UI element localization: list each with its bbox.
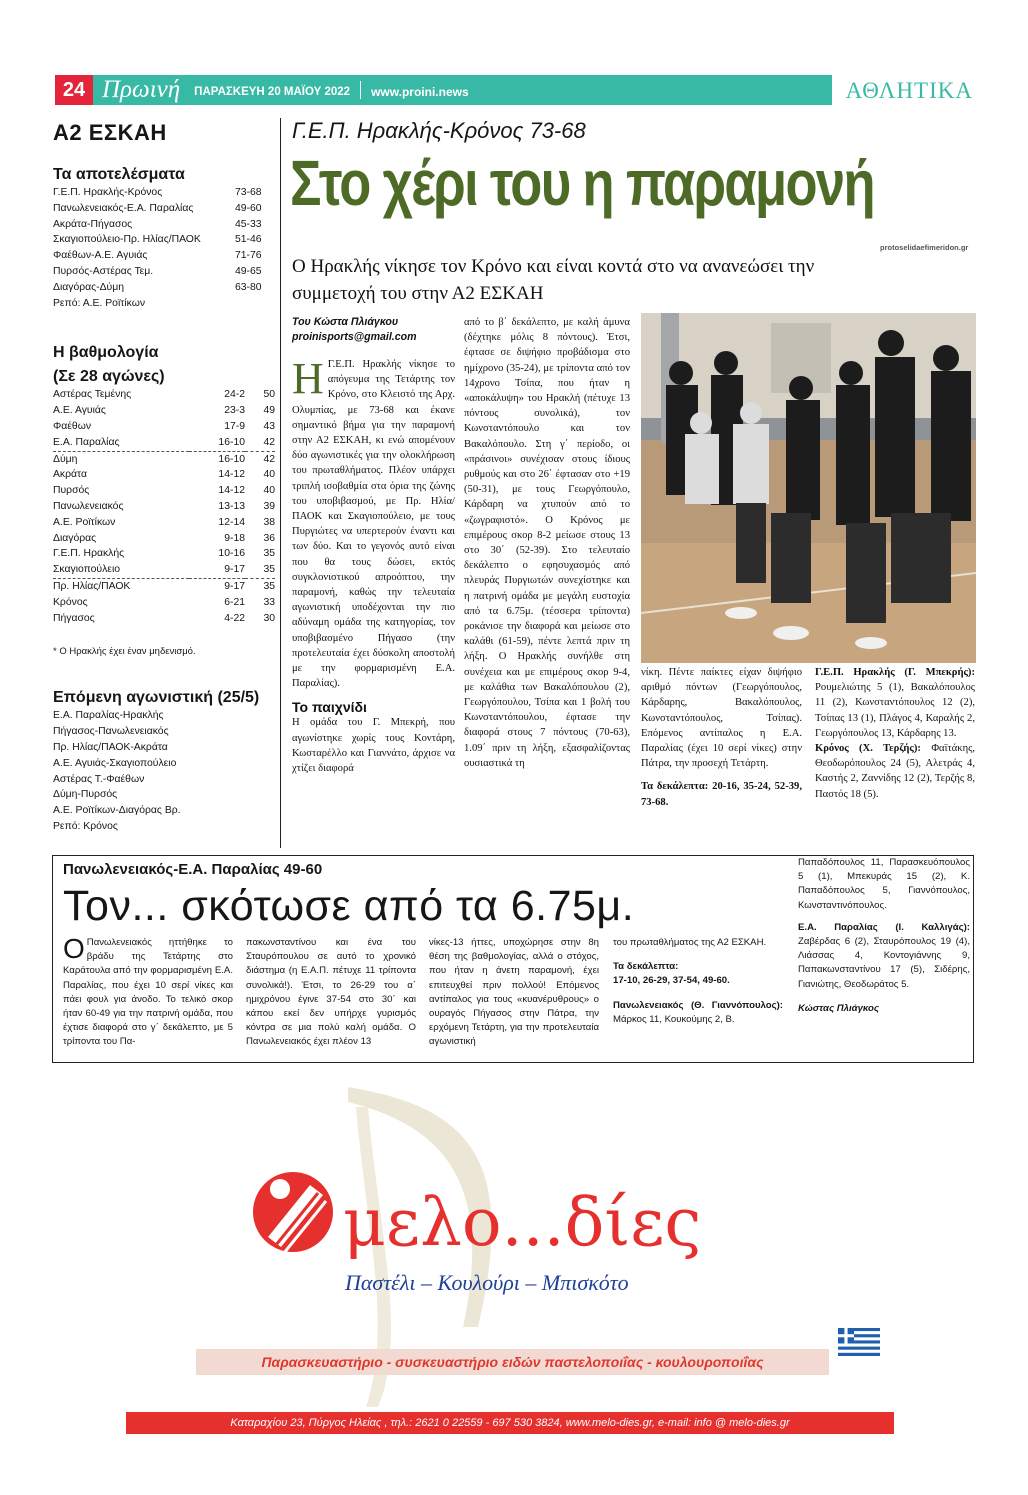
- quarters-label: Τα δεκάλεπτα:: [641, 781, 709, 793]
- standings-team: Πυρσός: [53, 485, 90, 497]
- article-column-2: [464, 315, 630, 771]
- box-paragraph-4: του πρωταθλήματος της Α2 ΕΣΚΑΗ.: [613, 937, 767, 948]
- standings-row: [53, 578, 275, 594]
- fixture-item: Ε.Α. Παραλίας-Ηρακλής: [53, 710, 164, 722]
- standings-row: [53, 531, 275, 547]
- result-score: 45-33: [235, 218, 262, 230]
- standings-row: [53, 483, 275, 499]
- standings-row: [53, 403, 275, 419]
- standings-rec: 14-12: [218, 485, 245, 497]
- box-quarters-scores: 17-10, 26-29, 37-54, 49-60.: [613, 975, 730, 987]
- standings-team: Σκαγιοπούλειο: [53, 562, 189, 578]
- result-score: 49-60: [235, 202, 262, 214]
- standings-rec: 9-17: [189, 562, 245, 578]
- standings-team: Κρόνος: [53, 596, 88, 608]
- article-subtitle: Ο Ηρακλής νίκησε τον Κρόνο και είναι κοντά στο να ανανεώσει την συμμετοχή του στην Α2 ΕΣΚΑΗ: [292, 256, 815, 304]
- standings-row: [53, 467, 275, 483]
- result-match: Ρεπό: Α.Ε. Ροϊτίκων: [53, 297, 146, 309]
- issue-date: ΠΑΡΑΣΚΕΥΗ 20 ΜΑΪΟΥ 2022: [194, 86, 351, 98]
- fixture-item: Δύμη-Πυρσός: [53, 789, 118, 801]
- box-lineup-paralias: [798, 921, 970, 992]
- lineup-heraklis-players: Ρουμελιώτης 5 (1), Βακαλόπουλος 11 (2), Κωνσταντόπουλος 12 (2), Τσίπας 13 (1), Πλάγος 4, Καραλής 2, Γεωργόπουλος 13, Κάρδαρης 13.: [815, 682, 975, 739]
- section-name: ΑΘΛΗΤΙΚΑ: [832, 75, 977, 105]
- standings-team: Αστέρας Τεμένης: [53, 389, 132, 401]
- standings-row: [53, 451, 275, 467]
- article-kicker: Γ.Ε.Π. Ηρακλής-Κρόνος 73-68: [292, 118, 586, 143]
- standings-pts: 40: [263, 469, 275, 481]
- second-article-box: [52, 855, 974, 1063]
- results-heading: Τα αποτελέσματα: [53, 166, 185, 183]
- result-score: [235, 296, 275, 312]
- article-column-3: [641, 665, 802, 810]
- standings-row: [53, 435, 275, 451]
- box-column-5: [798, 856, 970, 1016]
- standings-rec: 9-17: [224, 580, 245, 592]
- box-paragraph-1: Πανωλενειακός ηττήθηκε το βράδυ της Τετάρτης στο Καράτουλα από την φορμαρισμένη Ε.Α. Παραλίας, που έχει 10 σερί νίκες και πάει φουλ για άνοδο. Το τελικό σκορ ήταν 60-49 για την πατρινή ομάδα, που έχτισε διαφορά στο γ΄ δεκάλεπτο, με 5 τρίποντα του Πα-: [63, 937, 233, 1048]
- standings-row: [53, 611, 275, 627]
- standings-row: [53, 419, 275, 435]
- article-column-4: [815, 665, 975, 802]
- standings-rec: 6-21: [224, 596, 245, 608]
- standings-rec: 9-18: [224, 532, 245, 544]
- standings-pts: 35: [263, 548, 275, 560]
- source-watermark: protoselidaefimeridon.gr: [880, 243, 969, 252]
- box-lineup-paralias-players: Ζαβέρδας 6 (2), Σταυρόπουλος 19 (4), Λιάσσας 4, Κοντογιάννης 9, Παπακωνσταντίνου 17 (5), Σιδέρης, Γιανιώτης, Θεοδωράτος 5.: [798, 936, 970, 990]
- page-header: [55, 75, 977, 105]
- result-match: Πανωλενειακός-Ε.Α. Παραλίας: [53, 202, 194, 214]
- standings-team: Φαέθων: [53, 420, 92, 432]
- standings-row: [53, 387, 275, 403]
- article-headline: Στο χέρι του η παραμονή: [290, 147, 874, 219]
- standings-pts: 43: [263, 420, 275, 432]
- standings-pts: 35: [245, 562, 275, 578]
- standings-row: [53, 515, 275, 531]
- greek-flag-icon: [838, 1328, 880, 1356]
- standings-rec: 10-16: [218, 548, 245, 560]
- next-round-list: [53, 708, 275, 834]
- standings-team: Ε.Α. Παραλίας: [53, 435, 189, 451]
- box-quarters-label: Τα δεκάλεπτα:: [613, 961, 679, 973]
- result-row: [53, 248, 275, 264]
- result-row: [53, 217, 275, 233]
- quarters-line: [641, 779, 802, 809]
- result-row: [53, 185, 275, 201]
- result-match: Διαγόρας-Δύμη: [53, 281, 125, 293]
- lineup-heraklis: [815, 665, 975, 741]
- next-round-heading: Επόμενη αγωνιστική (25/5): [53, 689, 260, 707]
- standings-pts: 50: [263, 389, 275, 401]
- standings-rec: 23-3: [224, 405, 245, 417]
- box-lineup-paralias-team: Ε.Α. Παραλίας (Ι. Καλλιγάς):: [798, 921, 970, 933]
- team-huddle-photo: [641, 313, 976, 663]
- fixture-item: Ρεπό: Κρόνος: [53, 820, 118, 832]
- standings-pts: 33: [263, 596, 275, 608]
- standings-team: Γ.Ε.Π. Ηρακλής: [53, 548, 125, 560]
- standings-pts: 42: [245, 435, 275, 451]
- fixture-item: Αστέρας Τ.-Φαέθων: [53, 773, 145, 785]
- result-score: 49-65: [235, 265, 262, 277]
- league-sidebar: [53, 120, 275, 835]
- melodies-logo-mark: [253, 1172, 333, 1253]
- box-lineup-cont: Παπαδόπουλος 11, Παρασκευόπουλος 5 (1), Μπεκυράς 15 (2), Κ. Παπαδόπουλος 5, Γιαννόπουλος, Κωνσταντινόπουλος.: [798, 857, 970, 911]
- standings-heading: Η βαθμολογία: [53, 344, 159, 362]
- standings-team: Πήγασος: [53, 612, 95, 624]
- result-score: 63-80: [235, 281, 262, 293]
- standings-note: * Ο Ηρακλής έχει έναν μηδενισμό.: [53, 646, 196, 658]
- result-row: [53, 296, 275, 312]
- standings-pts: 30: [263, 612, 275, 624]
- standings-rec: 17-9: [224, 420, 245, 432]
- standings-pts: 38: [263, 516, 275, 528]
- subhead-the-game: Το παιχνίδι: [292, 699, 367, 716]
- standings-rec: 4-22: [224, 612, 245, 624]
- fixture-item: Πρ. Ηλίας/ΠΑΟΚ-Ακράτα: [53, 741, 168, 753]
- standings-pts: 49: [263, 405, 275, 417]
- brand-name: μελο...δίες: [343, 1184, 702, 1261]
- result-row: [53, 201, 275, 217]
- box-author: Κώστας Πλιάγκος: [798, 1002, 879, 1014]
- result-score: 51-46: [235, 234, 262, 246]
- result-match: Γ.Ε.Π. Ηρακλής-Κρόνος: [53, 187, 163, 198]
- standings-rec: 16-10: [189, 435, 245, 451]
- lineup-heraklis-team: Γ.Ε.Π. Ηρακλής (Γ. Μπεκρής):: [815, 667, 975, 678]
- result-match: Πυρσός-Αστέρας Τεμ.: [53, 265, 154, 277]
- lineup-kronos: [815, 741, 975, 802]
- box-kicker: Πανωλενειακός-Ε.Α. Παραλίας 49-60: [63, 861, 323, 878]
- result-score: 73-68: [235, 187, 262, 198]
- box-paragraph-2: πακωνσταντίνου και ένα του Σταυρόπουλου σε αυτό το χρονικό διάστημα (η Ε.Α.Π. πέτυχε 11 τρίποντα συνολικά!). Έτσι, το 26-29 του α΄ ημιχρόνου έγινε 37-54 στο 30΄ και κάπου εκεί δεν υπήρχε γυρισμός κόντρα σε μια πολύ καλή ομάδα. Ο Πανωλενειακός έχει πλέον 13: [246, 937, 416, 1048]
- column-rule: [280, 118, 281, 848]
- standings-rec: 14-12: [218, 469, 245, 481]
- standings-pts: 40: [263, 485, 275, 497]
- result-match: Φαέθων-Α.Ε. Αγυιάς: [53, 250, 148, 262]
- fixture-item: Πήγασος-Πανωλενειακός: [53, 726, 169, 738]
- author-name: Του Κώστα Πλιάγκου: [292, 316, 399, 328]
- standings-pts: 36: [263, 532, 275, 544]
- lineup-kronos-players: Φαϊτάκης, Θεοδωρόπουλος 24 (5), Αλετράς 4, Καστής 2, Ζαννίδης 12 (2), Τερζής 8, Παστός 18 (5).: [815, 743, 975, 800]
- standings-rec: 13-13: [218, 500, 245, 512]
- standings-team: Διαγόρας: [53, 532, 97, 544]
- author-email[interactable]: proinisports@gmail.com: [292, 331, 417, 343]
- standings-pts: 39: [263, 500, 275, 512]
- result-match: Ακράτα-Πήγασος: [53, 218, 133, 230]
- box-column-1: [63, 933, 233, 1050]
- quarters-scores: 20-16, 35-24, 52-39, 73-68.: [641, 781, 802, 808]
- box-column-4: [613, 936, 783, 1027]
- standings-team: Ακράτα: [53, 469, 88, 481]
- standings-rec: 16-10: [218, 453, 245, 465]
- paper-name: Πρωινή: [102, 76, 181, 103]
- box-headline: Τον... σκότωσε από τα 6.75μ.: [63, 882, 635, 930]
- fixture-item: Α.Ε. Ροϊτίκων-Διαγόρας Βρ.: [53, 805, 181, 817]
- standings-rec: 12-14: [218, 516, 245, 528]
- article-paragraph-4: νίκη. Πέντε παίκτες είχαν διψήφιο αριθμό πόντων (Γεωργόπουλος, Κάρδαρης, Βακαλόπουλος, Κωνσταντόπουλος, Τσίπας). Επόμενος αντίπαλος η Ε.Α. Παραλίας (έχει 10 σερί νίκες) στην Πάτρα, την προσεχή Τετάρτη.: [641, 667, 802, 770]
- standings-row: [53, 562, 275, 578]
- standings-team: Δύμη: [53, 453, 78, 465]
- box-column-2: [246, 936, 416, 1050]
- lineup-kronos-team: Κρόνος (Χ. Τερζής):: [815, 743, 921, 755]
- standings-row: [53, 499, 275, 515]
- standings-pts: 35: [263, 580, 275, 592]
- ad-tagline: Παστέλι – Κουλούρι – Μπισκότο: [345, 1270, 629, 1295]
- page-number: 24: [55, 75, 93, 105]
- standings-pts: 42: [263, 453, 275, 465]
- header-divider: [360, 81, 361, 99]
- standings-rec: 24-2: [224, 389, 245, 401]
- standings-team: Πανωλενειακός: [53, 500, 124, 512]
- box-lineup-panolen: [613, 999, 783, 1027]
- league-title: Α2 ΕΣΚΑΗ: [53, 120, 167, 145]
- result-row: [53, 280, 275, 296]
- result-match: Σκαγιοπούλειο-Πρ. Ηλίας/ΠΑΟΚ: [53, 234, 201, 246]
- box-column-3: [429, 936, 599, 1050]
- article-column-1: [292, 315, 455, 776]
- article-paragraph-2: Η ομάδα του Γ. Μπεκρή, που αγωνίστηκε χωρίς τους Κοντάρη, Κωσταρέλλο και Γιαννάτο, άρχισε να χτίζει διαφορά: [292, 717, 455, 775]
- article-paragraph-3: από το β΄ δεκάλεπτο, με καλή άμυνα (δέχτηκε μόλις 8 πόντους). Έτσι, έφτασε σε διψήφιο προβάδισμα στο ημίχρονο (35-24), με τρίποντα από τον 14χρονο Τσίπα, που ήταν η «αποκάλυψη» του Ηρακλή (πέτυχε 13 πόντους συνολικά), τον Κωνσταντόπουλο και τον Βακαλόπουλο. Στη γ΄ περίοδο, οι «πράσινοι» συνέχισαν στους ίδιους ρυθμούς και στο 26΄ έφτασαν στο +19 (50-31), με τους Γεωργόπουλο, Κάρδαρη να χτυπούν από το «ζωγραφιστό». Ο Κρόνος με επιμέρους σκορ 8-2 μείωσε στους 13 στο 30΄ (52-39). Στο τελευταίο δεκάλεπτο ο εφησυχασμός από πλευράς Πυργιωτών συνεχίστηκε και η πατρινή ομάδα με μεγάλη ευστοχία από τα 6.75μ. (τέσσερα τρίποντα) ροκάνισε την διαφορά και μείωσε στο καλάθι (61-59), πέντε λεπτά πριν τη λήξη. Ο Ηρακλής συνήλθε στη συνέχεια και με επιμέρους σκορ 9-4, με καλάθια των Βακαλόπουλου (2), Γεωργόπουλου, Τσίπα και 1 βολή του Κωνσταντόπουλου, έφτασε την διαφορά στους 7 πόντους (70-63), 1.09΄ πριν τη λήξη, εξασφαλίζοντας ουσιαστικά τη: [464, 317, 630, 769]
- box-paragraph-3: νίκες-13 ήττες, υποχώρησε στην 8η θέση της βαθμολογίας, αλλά ο στόχος, που ήταν η άνετη παραμονή, έχει επιτευχθεί πριν πολλού! Επόμενος αντίπαλος για τους «κυανέρυθρους» ο ουραγός Πήγασος στην Πάτρα, την ερχόμενη Τετάρτη, για την προτελευταία αγωνιστική: [429, 937, 599, 1048]
- standings-team: Α.Ε. Ροϊτίκων: [53, 516, 116, 528]
- paper-url[interactable]: www.proini.news: [371, 84, 469, 99]
- box-lineup-panolen-team: Πανωλενειακός (Θ. Γιαννόπουλος):: [613, 999, 783, 1011]
- result-row: [53, 232, 275, 248]
- standings-subheading: (Σε 28 αγώνες): [53, 368, 165, 386]
- fixture-item: Α.Ε. Αγυιάς-Σκαγιοπούλειο: [53, 757, 177, 769]
- result-row: [53, 264, 275, 280]
- ad-description: Παρασκευαστήριο - συσκευαστήριο ειδών παστελοποιΐας - κουλουροποιΐας: [196, 1349, 829, 1375]
- result-score: 71-76: [235, 250, 262, 262]
- results-table: [53, 185, 275, 311]
- box-lineup-panolen-players: Μάρκος 11, Κουκούμης 2, Β.: [613, 1013, 735, 1025]
- standings-team: Πρ. Ηλίας/ΠΑΟΚ: [53, 580, 131, 592]
- ad-contact-line[interactable]: Καταραχίου 23, Πύργος Ηλείας , τηλ.: 2621 0 22559 - 697 530 3824, www.melo-dies.gr, e-mail: info @ melo-dies.gr: [126, 1412, 894, 1434]
- standings-table: [53, 387, 275, 626]
- drop-cap: Η: [292, 354, 324, 403]
- standings-row: [53, 546, 275, 562]
- box-drop-cap: Ο: [63, 933, 85, 964]
- standings-row: [53, 595, 275, 611]
- article-paragraph-1: Γ.Ε.Π. Ηρακλής νίκησε το απόγευμα της Τετάρτης τον Κρόνο, στο Κλειστό της Αρχ. Ολυμπίας, με 73-68 και έκανε σημαντικό βήμα για την παραμονή στην Α2 ΕΣΚΑΗ, κι ενώ απομένουν δύο αγωνιστικές για την ολοκλήρωση του πρωταθλήματος. Πλέον υπάρχει τριπλή ισοβαθμία στα όρια της ζώνης του υποβιβασμού, με Πρ. Ηλία/ΠΑΟΚ και Σκαγιοπούλειο, με τους Πυργιώτες να υπερτερούν έναντι και των δύο. Και το γεγονός αυτό είναι που θα τους δώσει, εκτός συγκλονιστικού απροόπτου, την παραμονή, καθώς την τελευταία αγωνιστική υποδέχονται την πιο αδύναμη ομάδα της κατηγορίας, τον υποβιβασμένο Πήγασο (την προτελευταία έχει δύσκολη αποστολή με την φορμαρισμένη Ε.Α. Παραλίας).: [292, 359, 455, 690]
- standings-team: Α.Ε. Αγυιάς: [53, 405, 106, 417]
